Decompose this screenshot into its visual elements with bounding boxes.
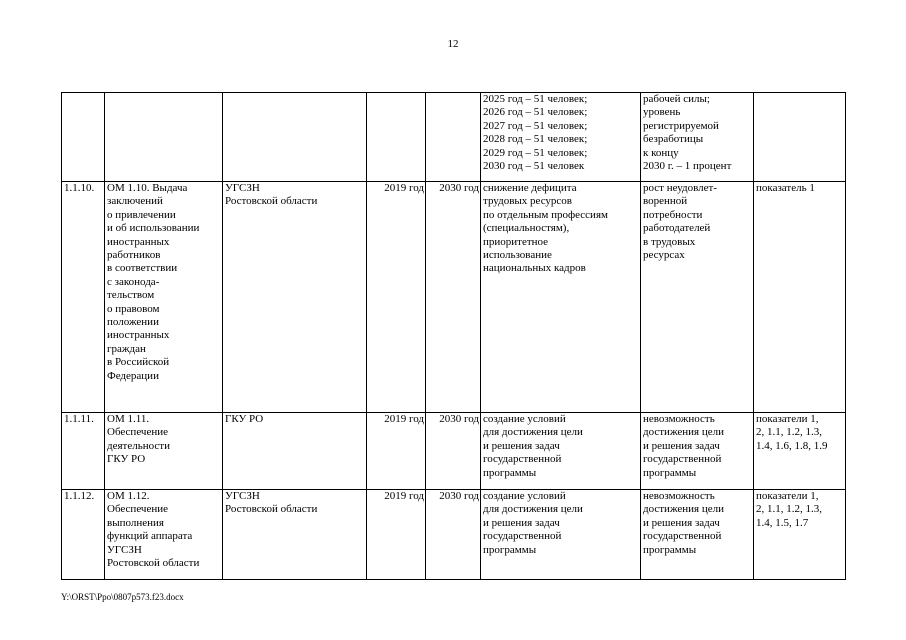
cell-end-year: [426, 93, 481, 182]
cell-indicator-link: [754, 93, 846, 182]
cell-executor: УГСЗН Ростовской области: [223, 490, 367, 580]
cell-end-year: 2030 год: [426, 490, 481, 580]
measures-table: [61, 92, 846, 580]
cell-number: 1.1.12.: [62, 490, 105, 580]
cell-expected-result: создание условий для достижения цели и решения задач государственной программы: [481, 413, 641, 490]
cell-start-year: 2019 год: [367, 182, 426, 413]
cell-expected-result: создание условий для достижения цели и решения задач государственной программы: [481, 490, 641, 580]
cell-number: 1.1.10.: [62, 182, 105, 413]
cell-indicator-link: показатели 1, 2, 1.1, 1.2, 1.3, 1.4, 1.6, 1.8, 1.9: [754, 413, 846, 490]
table-row: [62, 490, 846, 580]
cell-number: [62, 93, 105, 182]
cell-measure-name: ОМ 1.10. Выдача заключений о привлечении и об использовании иностранных работников в соответствии с законода- тельством о правовом положении иностранных граждан в Российской Федерации: [105, 182, 223, 413]
cell-executor: ГКУ РО: [223, 413, 367, 490]
cell-consequences: рост неудовлет- воренной потребности работодателей в трудовых ресурсах: [641, 182, 754, 413]
cell-expected-result: 2025 год – 51 человек; 2026 год – 51 человек; 2027 год – 51 человек; 2028 год – 51 человек; 2029 год – 51 человек; 2030 год – 51 человек: [481, 93, 641, 182]
cell-measure-name: ОМ 1.11. Обеспечение деятельности ГКУ РО: [105, 413, 223, 490]
cell-measure-name: [105, 93, 223, 182]
cell-executor: УГСЗН Ростовской области: [223, 182, 367, 413]
cell-executor: [223, 93, 367, 182]
cell-consequences: невозможность достижения цели и решения задач государственной программы: [641, 413, 754, 490]
cell-start-year: 2019 год: [367, 413, 426, 490]
cell-consequences: рабочей силы; уровень регистрируемой безработицы к концу 2030 г. – 1 процент: [641, 93, 754, 182]
cell-indicator-link: показатели 1, 2, 1.1, 1.2, 1.3, 1.4, 1.5, 1.7: [754, 490, 846, 580]
cell-measure-name: ОМ 1.12. Обеспечение выполнения функций аппарата УГСЗН Ростовской области: [105, 490, 223, 580]
table-row: [62, 413, 846, 490]
cell-number: 1.1.11.: [62, 413, 105, 490]
cell-start-year: [367, 93, 426, 182]
table-row: [62, 93, 846, 182]
cell-consequences: невозможность достижения цели и решения задач государственной программы: [641, 490, 754, 580]
page-number: 12: [447, 38, 459, 50]
cell-start-year: 2019 год: [367, 490, 426, 580]
cell-expected-result: снижение дефицита трудовых ресурсов по отдельным профессиям (специальностям), приоритетное использование национальных кадров: [481, 182, 641, 413]
cell-indicator-link: показатель 1: [754, 182, 846, 413]
file-path-footer: Y:\ORST\Ppo\0807p573.f23.docx: [61, 592, 184, 602]
cell-end-year: 2030 год: [426, 413, 481, 490]
table-row: [62, 182, 846, 413]
cell-end-year: 2030 год: [426, 182, 481, 413]
